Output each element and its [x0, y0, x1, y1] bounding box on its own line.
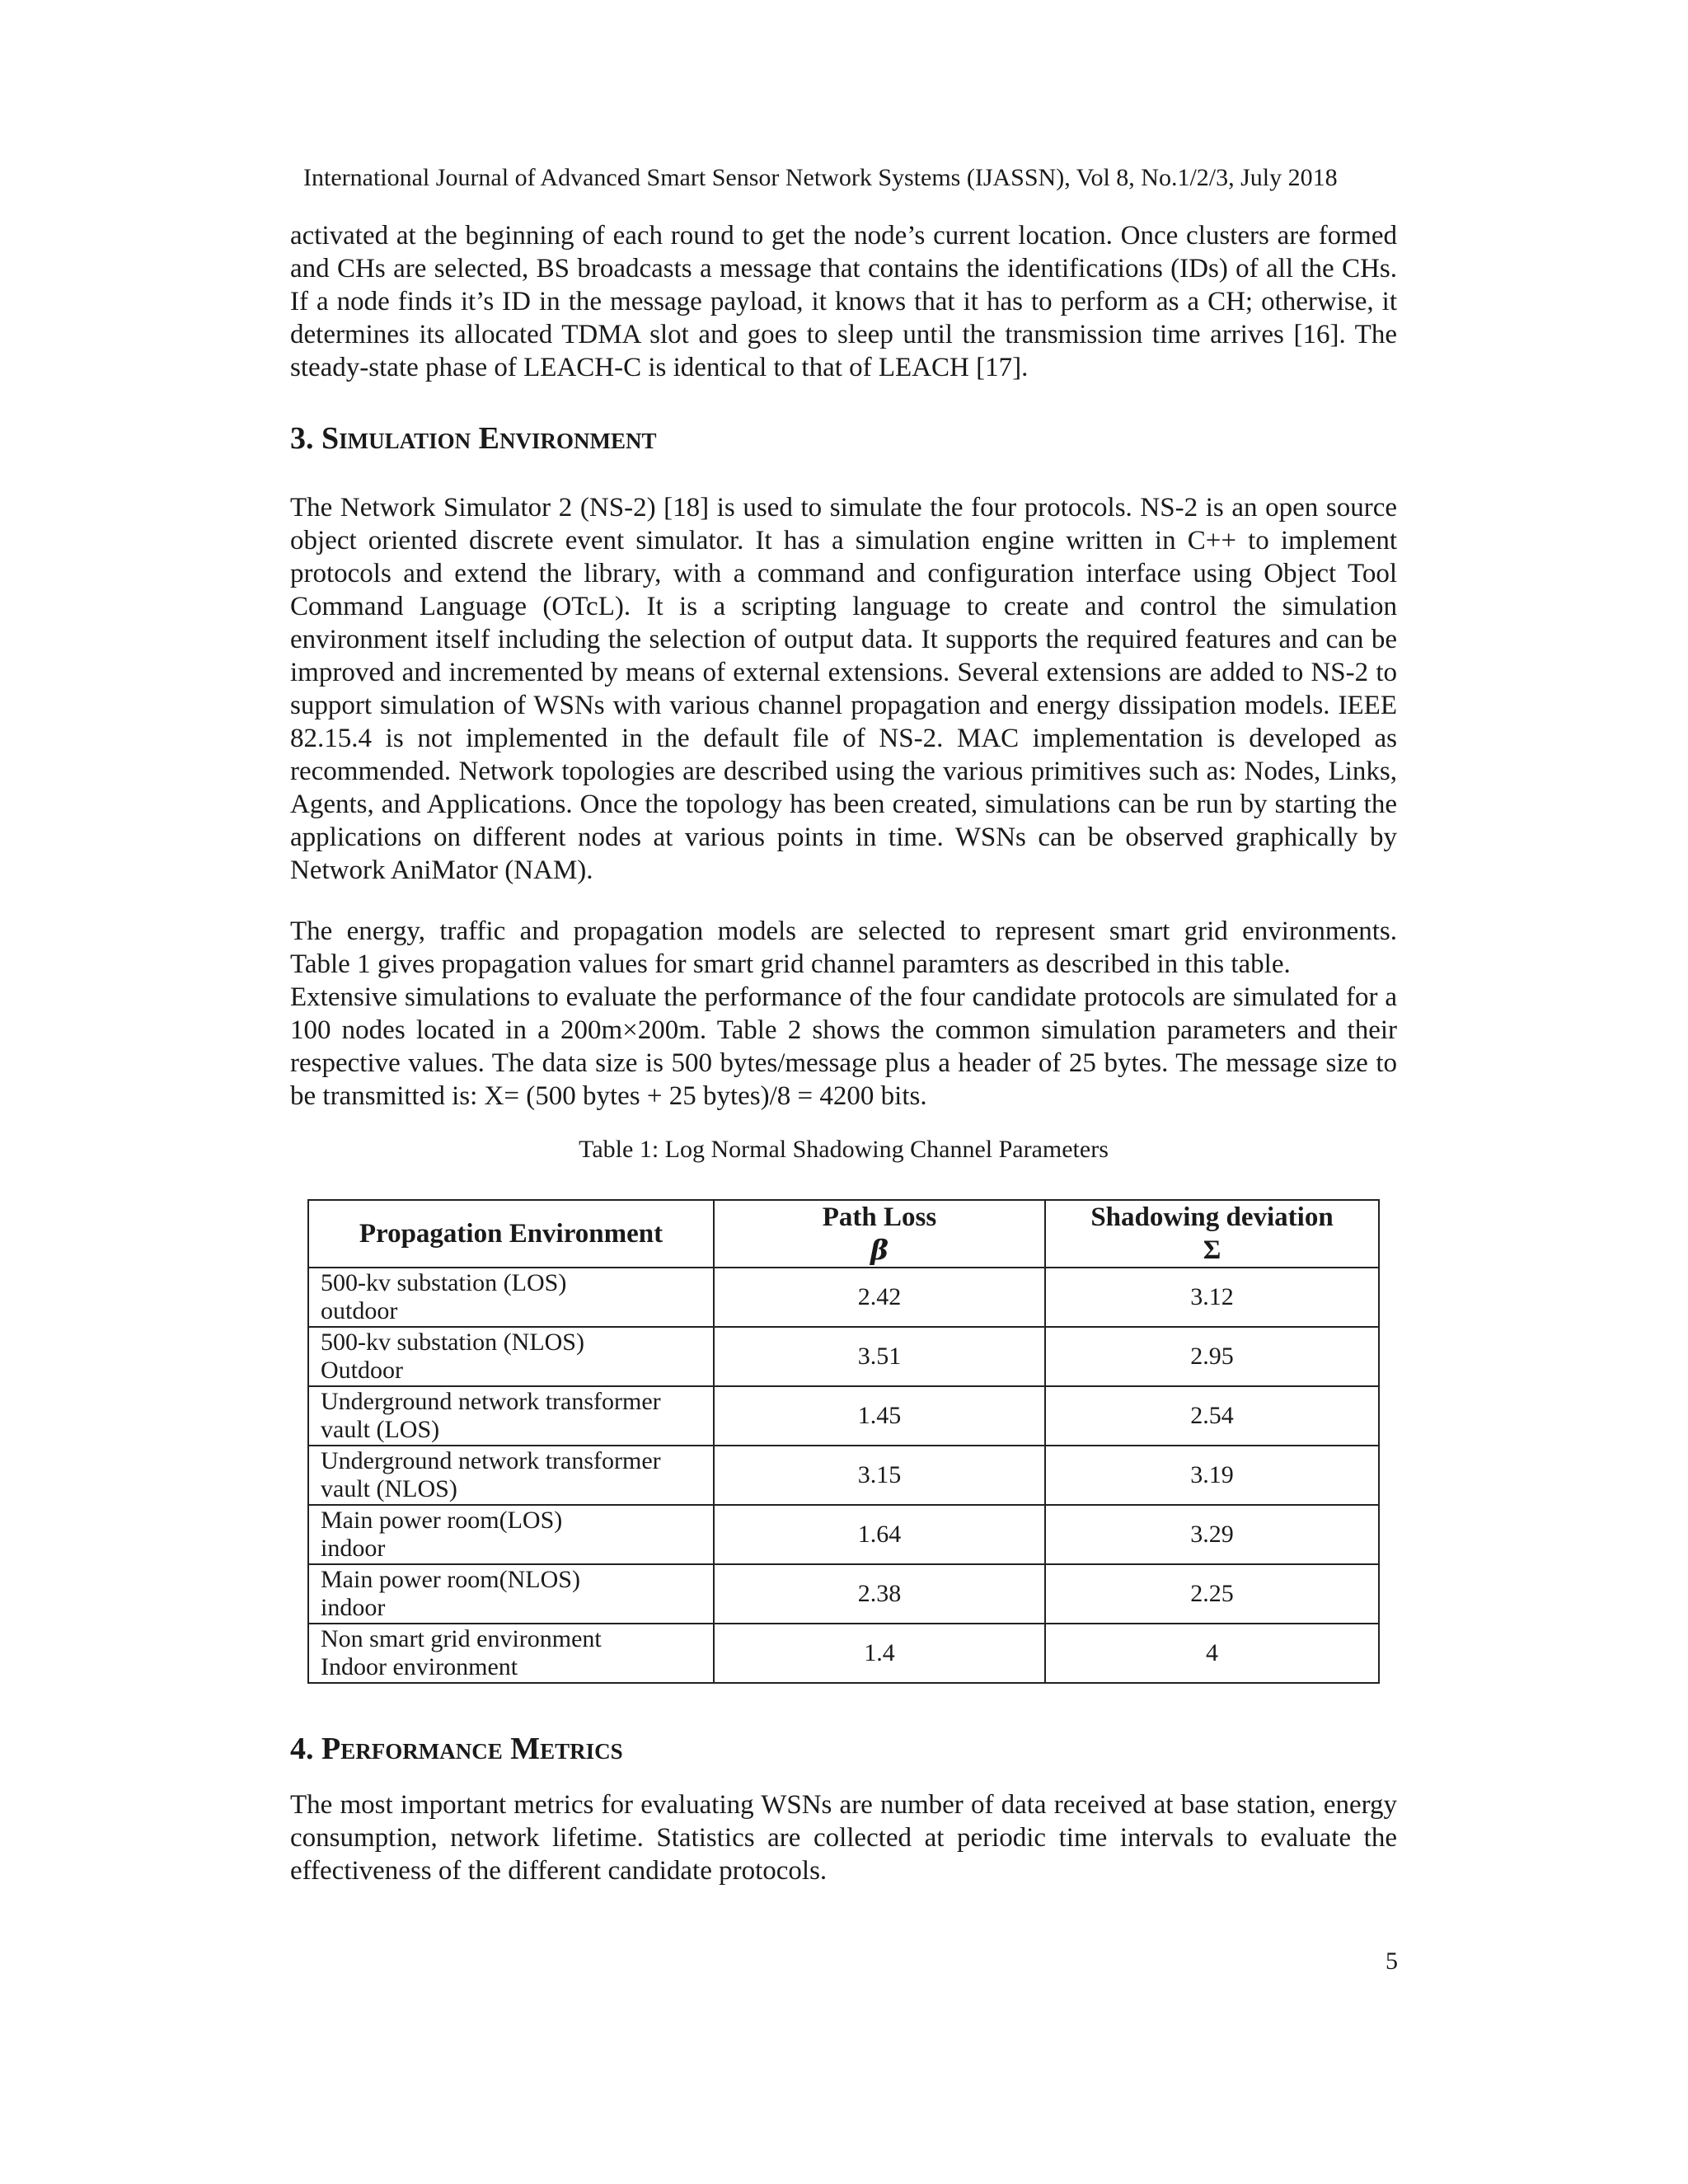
- env-line-2: indoor: [321, 1535, 386, 1562]
- sigma-symbol: Σ: [1203, 1235, 1221, 1265]
- page-number: 5: [1386, 1947, 1398, 1975]
- env-line-2: vault (LOS): [321, 1416, 440, 1443]
- table-row: [308, 1505, 1379, 1564]
- section-4-heading-block: [290, 1729, 1397, 1769]
- table-row: [308, 1624, 1379, 1683]
- path-loss-cell: 3.15: [714, 1446, 1045, 1505]
- path-loss-cell: 2.42: [714, 1268, 1045, 1327]
- shadowing-cell: 2.25: [1045, 1564, 1379, 1624]
- env-line-1: Non smart grid environment: [321, 1625, 602, 1652]
- table-row: [308, 1446, 1379, 1505]
- env-line-1: Main power room(NLOS): [321, 1566, 580, 1593]
- header-path-loss-label: Path Loss: [822, 1202, 937, 1232]
- table-row: [308, 1268, 1379, 1327]
- shadowing-cell: 3.19: [1045, 1446, 1379, 1505]
- header-shadowing-deviation: [1045, 1200, 1379, 1268]
- table-row: [308, 1564, 1379, 1624]
- env-line-2: vault (NLOS): [321, 1475, 457, 1502]
- section-3-paragraph-2-rest: Extensive simulations to evaluate the performance of the four candidate protocols are simulated for a 100 nodes located in a 200m×200m. Table 2 shows the common simulation parameters and their respective values. The data size is 500 bytes/message plus a header of 25 bytes. The message size to be transmitted is: X= (500 bytes + 25 bytes)/8 = 4200 bits.: [290, 982, 1397, 1111]
- table-1: [307, 1199, 1380, 1684]
- path-loss-cell: 1.45: [714, 1386, 1045, 1446]
- beta-symbol: β: [870, 1234, 889, 1266]
- table-1-header-row: [308, 1200, 1379, 1268]
- env-line-1: Main power room(LOS): [321, 1507, 563, 1534]
- path-loss-cell: 1.4: [714, 1624, 1045, 1683]
- section-4-paragraph-1: The most important metrics for evaluating WSNs are number of data received at base station, energy consumption, network lifetime. Statistics are collected at periodic time intervals to evaluate the effectiveness of the different candidate protocols.: [290, 1790, 1397, 1886]
- shadowing-cell: 4: [1045, 1624, 1379, 1683]
- section-3-paragraph-2-line-2: Table 1 gives propagation values for smart grid channel paramters as described in this table.: [290, 949, 1291, 979]
- shadowing-cell: 2.54: [1045, 1386, 1379, 1446]
- header-path-loss: [714, 1200, 1045, 1268]
- env-line-1: Underground network transformer: [321, 1388, 661, 1415]
- section-3-paragraph-2-block: [290, 915, 1397, 1113]
- shadowing-cell: 2.95: [1045, 1327, 1379, 1386]
- env-cell: [308, 1624, 714, 1683]
- env-cell: [308, 1505, 714, 1564]
- env-line-1: 500-kv substation (NLOS): [321, 1329, 584, 1356]
- env-cell: [308, 1446, 714, 1505]
- header-propagation-environment: Propagation Environment: [308, 1200, 714, 1268]
- section-3-paragraph-2-line-1: The energy, traffic and propagation models are selected to represent smart grid environments.: [290, 916, 1397, 946]
- env-cell: [308, 1327, 714, 1386]
- env-line-2: Outdoor: [321, 1357, 403, 1384]
- intro-block: [290, 219, 1397, 384]
- shadowing-cell: 3.29: [1045, 1505, 1379, 1564]
- path-loss-cell: 1.64: [714, 1505, 1045, 1564]
- env-line-2: Indoor environment: [321, 1653, 518, 1680]
- section-3-heading-block: [290, 419, 1397, 458]
- table-1-caption: Table 1: Log Normal Shadowing Channel Parameters: [579, 1136, 1109, 1163]
- section-3-paragraph-1-block: [290, 491, 1397, 887]
- header-shadowing-label: Shadowing deviation: [1090, 1202, 1334, 1232]
- running-header: International Journal of Advanced Smart Sensor Network Systems (IJASSN), Vol 8, No.1/2/3, July 2018: [303, 164, 1338, 191]
- env-line-1: 500-kv substation (LOS): [321, 1269, 567, 1296]
- section-4-heading: 4. Performance Metrics: [290, 1732, 623, 1766]
- env-cell: [308, 1268, 714, 1327]
- intro-paragraph: activated at the beginning of each round to get the node’s current location. Once clusters are formed and CHs are selected, BS broadcasts a message that contains the identifications (IDs) of all the CHs. If a node finds it’s ID in the message payload, it knows that it has to perform as a CH; otherwise, it determines its allocated TDMA slot and goes to sleep until the transmission time arrives [16]. The steady-state phase of LEACH-C is identical to that of LEACH [17].: [290, 221, 1397, 382]
- env-line-1: Underground network transformer: [321, 1447, 661, 1474]
- table-row: [308, 1327, 1379, 1386]
- section-3-paragraph-1: The Network Simulator 2 (NS-2) [18] is used to simulate the four protocols. NS-2 is an open source object oriented discrete event simulator. It has a simulation engine written in C++ to implement protocols and extend the library, with a command and configuration interface using Object Tool Command Language (OTcL). It is a scripting language to create and control the simulation environment itself including the selection of output data. It supports the required features and can be improved and incremented by means of external extensions. Several extensions are added to NS-2 to support simulation of WSNs with various channel propagation and energy dissipation models. IEEE 82.15.4 is not implemented in the default file of NS-2. MAC implementation is developed as recommended. Network topologies are described using the various primitives such as: Nodes, Links, Agents, and Applications. Once the topology has been created, simulations can be run by starting the applications on different nodes at various points in time. WSNs can be observed graphically by Network AniMator (NAM).: [290, 493, 1397, 885]
- env-line-2: outdoor: [321, 1297, 398, 1324]
- table-row: [308, 1386, 1379, 1446]
- path-loss-cell: 2.38: [714, 1564, 1045, 1624]
- section-3-heading: 3. Simulation Environment: [290, 421, 657, 456]
- section-4-paragraph-block: [290, 1788, 1397, 1887]
- shadowing-cell: 3.12: [1045, 1268, 1379, 1327]
- env-cell: [308, 1386, 714, 1446]
- path-loss-cell: 3.51: [714, 1327, 1045, 1386]
- env-cell: [308, 1564, 714, 1624]
- env-line-2: indoor: [321, 1594, 386, 1621]
